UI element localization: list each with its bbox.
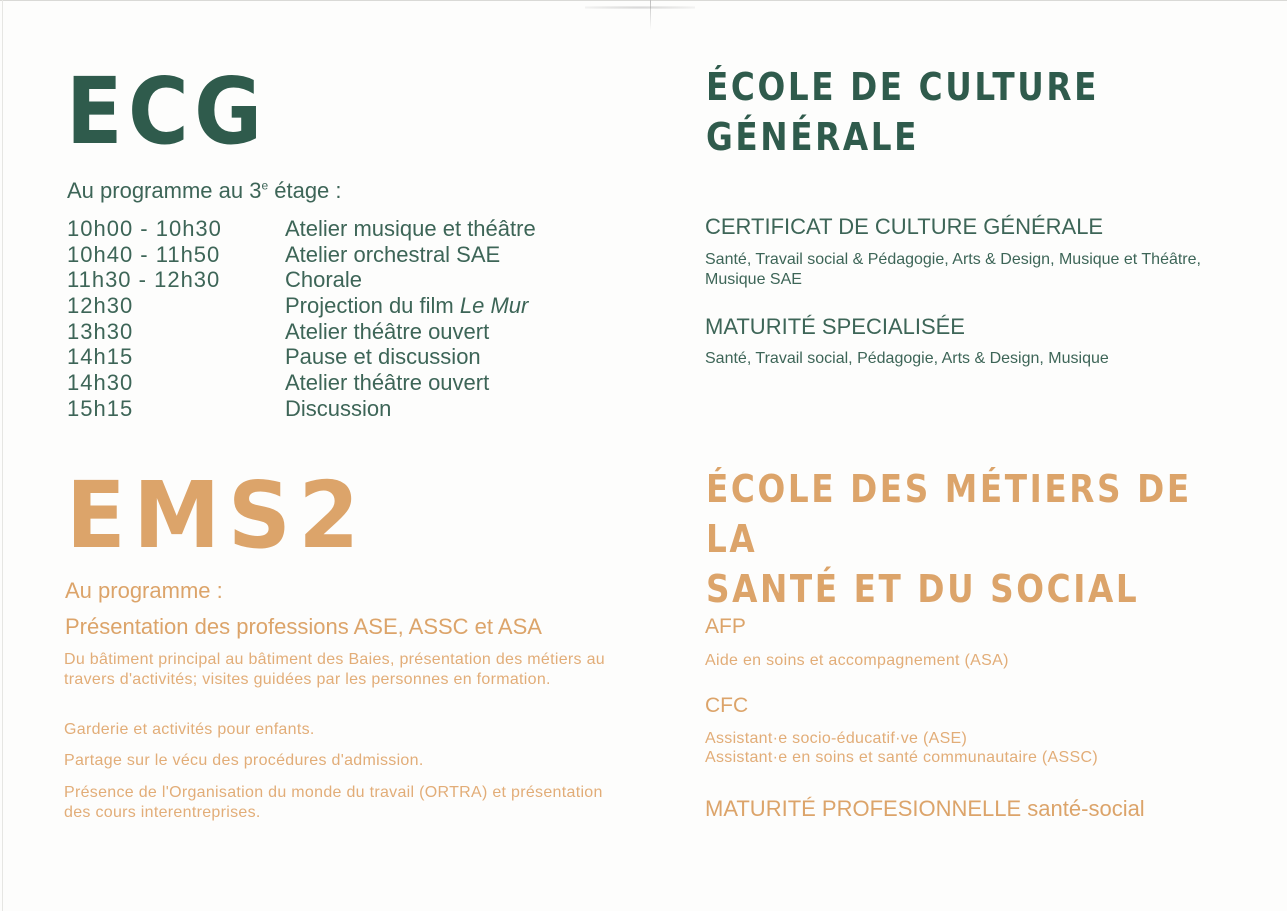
schedule-activity: Chorale [285,267,363,293]
page-edge-top [0,0,1287,1]
certificate-options: Santé, Travail social & Pédagogie, Arts & Design, Musique et Théâtre, Musique SAE [705,251,1201,288]
certificate-title: MATURITÉ SPECIALISÉE [705,314,965,339]
school-name-line: SANTÉ ET DU SOCIAL [706,567,1140,611]
maturite-title: MATURITÉ PROFESIONNELLE santé-social [705,796,1145,821]
film-title: Le Mur [459,293,529,319]
ems-program-subtitle: Au programme : [65,578,223,603]
schedule-activity: Discussion [285,395,392,421]
schedule-row [67,216,536,242]
schedule-row [67,370,536,396]
schedule-time: 15h15 [67,395,134,421]
ems-paragraph: Partage sur le vécu des procédures d'admission. [64,752,424,769]
ems-paragraph: Garderie et activités pour enfants. [64,721,315,738]
fold-shadow [585,6,695,9]
schedule-row [67,293,536,319]
schedule-time: 10h40 - 11h50 [67,241,221,267]
afp-text: Aide en soins et accompagnement (ASA) [705,652,1009,669]
schedule-activity: Projection du film Le Mur [285,293,529,319]
cfc-line: Assistant·e en soins et santé communautaire (ASSC) [705,749,1098,766]
page-edge-left [2,0,3,911]
schedule-row [67,242,536,268]
schedule-activity: Atelier orchestral SAE [285,241,501,267]
ems-paragraph: Présence de l'Organisation du monde du travail (ORTRA) et présentation des cours interentreprises. [64,784,603,821]
schedule-time: 14h30 [67,370,134,396]
schedule-row [67,267,536,293]
cfc-title: CFC [705,694,749,717]
school-name-line: GÉNÉRALE [706,115,920,159]
school-name-line: ÉCOLE DES MÉTIERS DE LA [706,467,1192,561]
ems-headline: Présentation des professions ASE, ASSC et ASA [65,614,542,639]
school-name-line: ÉCOLE DE CULTURE [706,65,1099,109]
cfc-line: Assistant·e socio-éducatif·ve (ASE) [705,730,968,747]
center-fold [650,0,651,30]
schedule-activity: Atelier musique et théâtre [285,216,536,241]
ecg-program-subtitle: Au programme au 3e étage : [67,178,342,203]
schedule-time: 14h15 [67,344,134,370]
ecg-schedule [67,216,536,422]
schedule-time: 13h30 [67,318,134,344]
schedule-time: 12h30 [67,293,134,319]
certificate-options: Santé, Travail social, Pédagogie, Arts & Design, Musique [705,350,1109,367]
afp-title: AFP [705,615,746,638]
ems-title: EMS2 [66,462,367,569]
schedule-row [67,396,536,422]
schedule-row [67,319,536,345]
ecg-title: ECG [66,58,268,165]
schedule-time: 11h30 - 12h30 [67,267,221,293]
ems-paragraph: Du bâtiment principal au bâtiment des Baies, présentation des métiers au travers d'activités; visites guidées par les personnes en formation. [64,651,605,688]
ecg-school-name [706,62,1119,162]
schedule-time: 10h00 - 10h30 [67,216,222,241]
cfc-text [705,729,1098,767]
schedule-row [67,344,536,370]
ems-school-name [706,464,1239,614]
schedule-activity: Atelier théâtre ouvert [285,318,490,344]
schedule-activity: Atelier théâtre ouvert [285,370,490,396]
schedule-activity: Pause et discussion [285,344,481,370]
certificate-title: CERTIFICAT DE CULTURE GÉNÉRALE [705,214,1104,239]
